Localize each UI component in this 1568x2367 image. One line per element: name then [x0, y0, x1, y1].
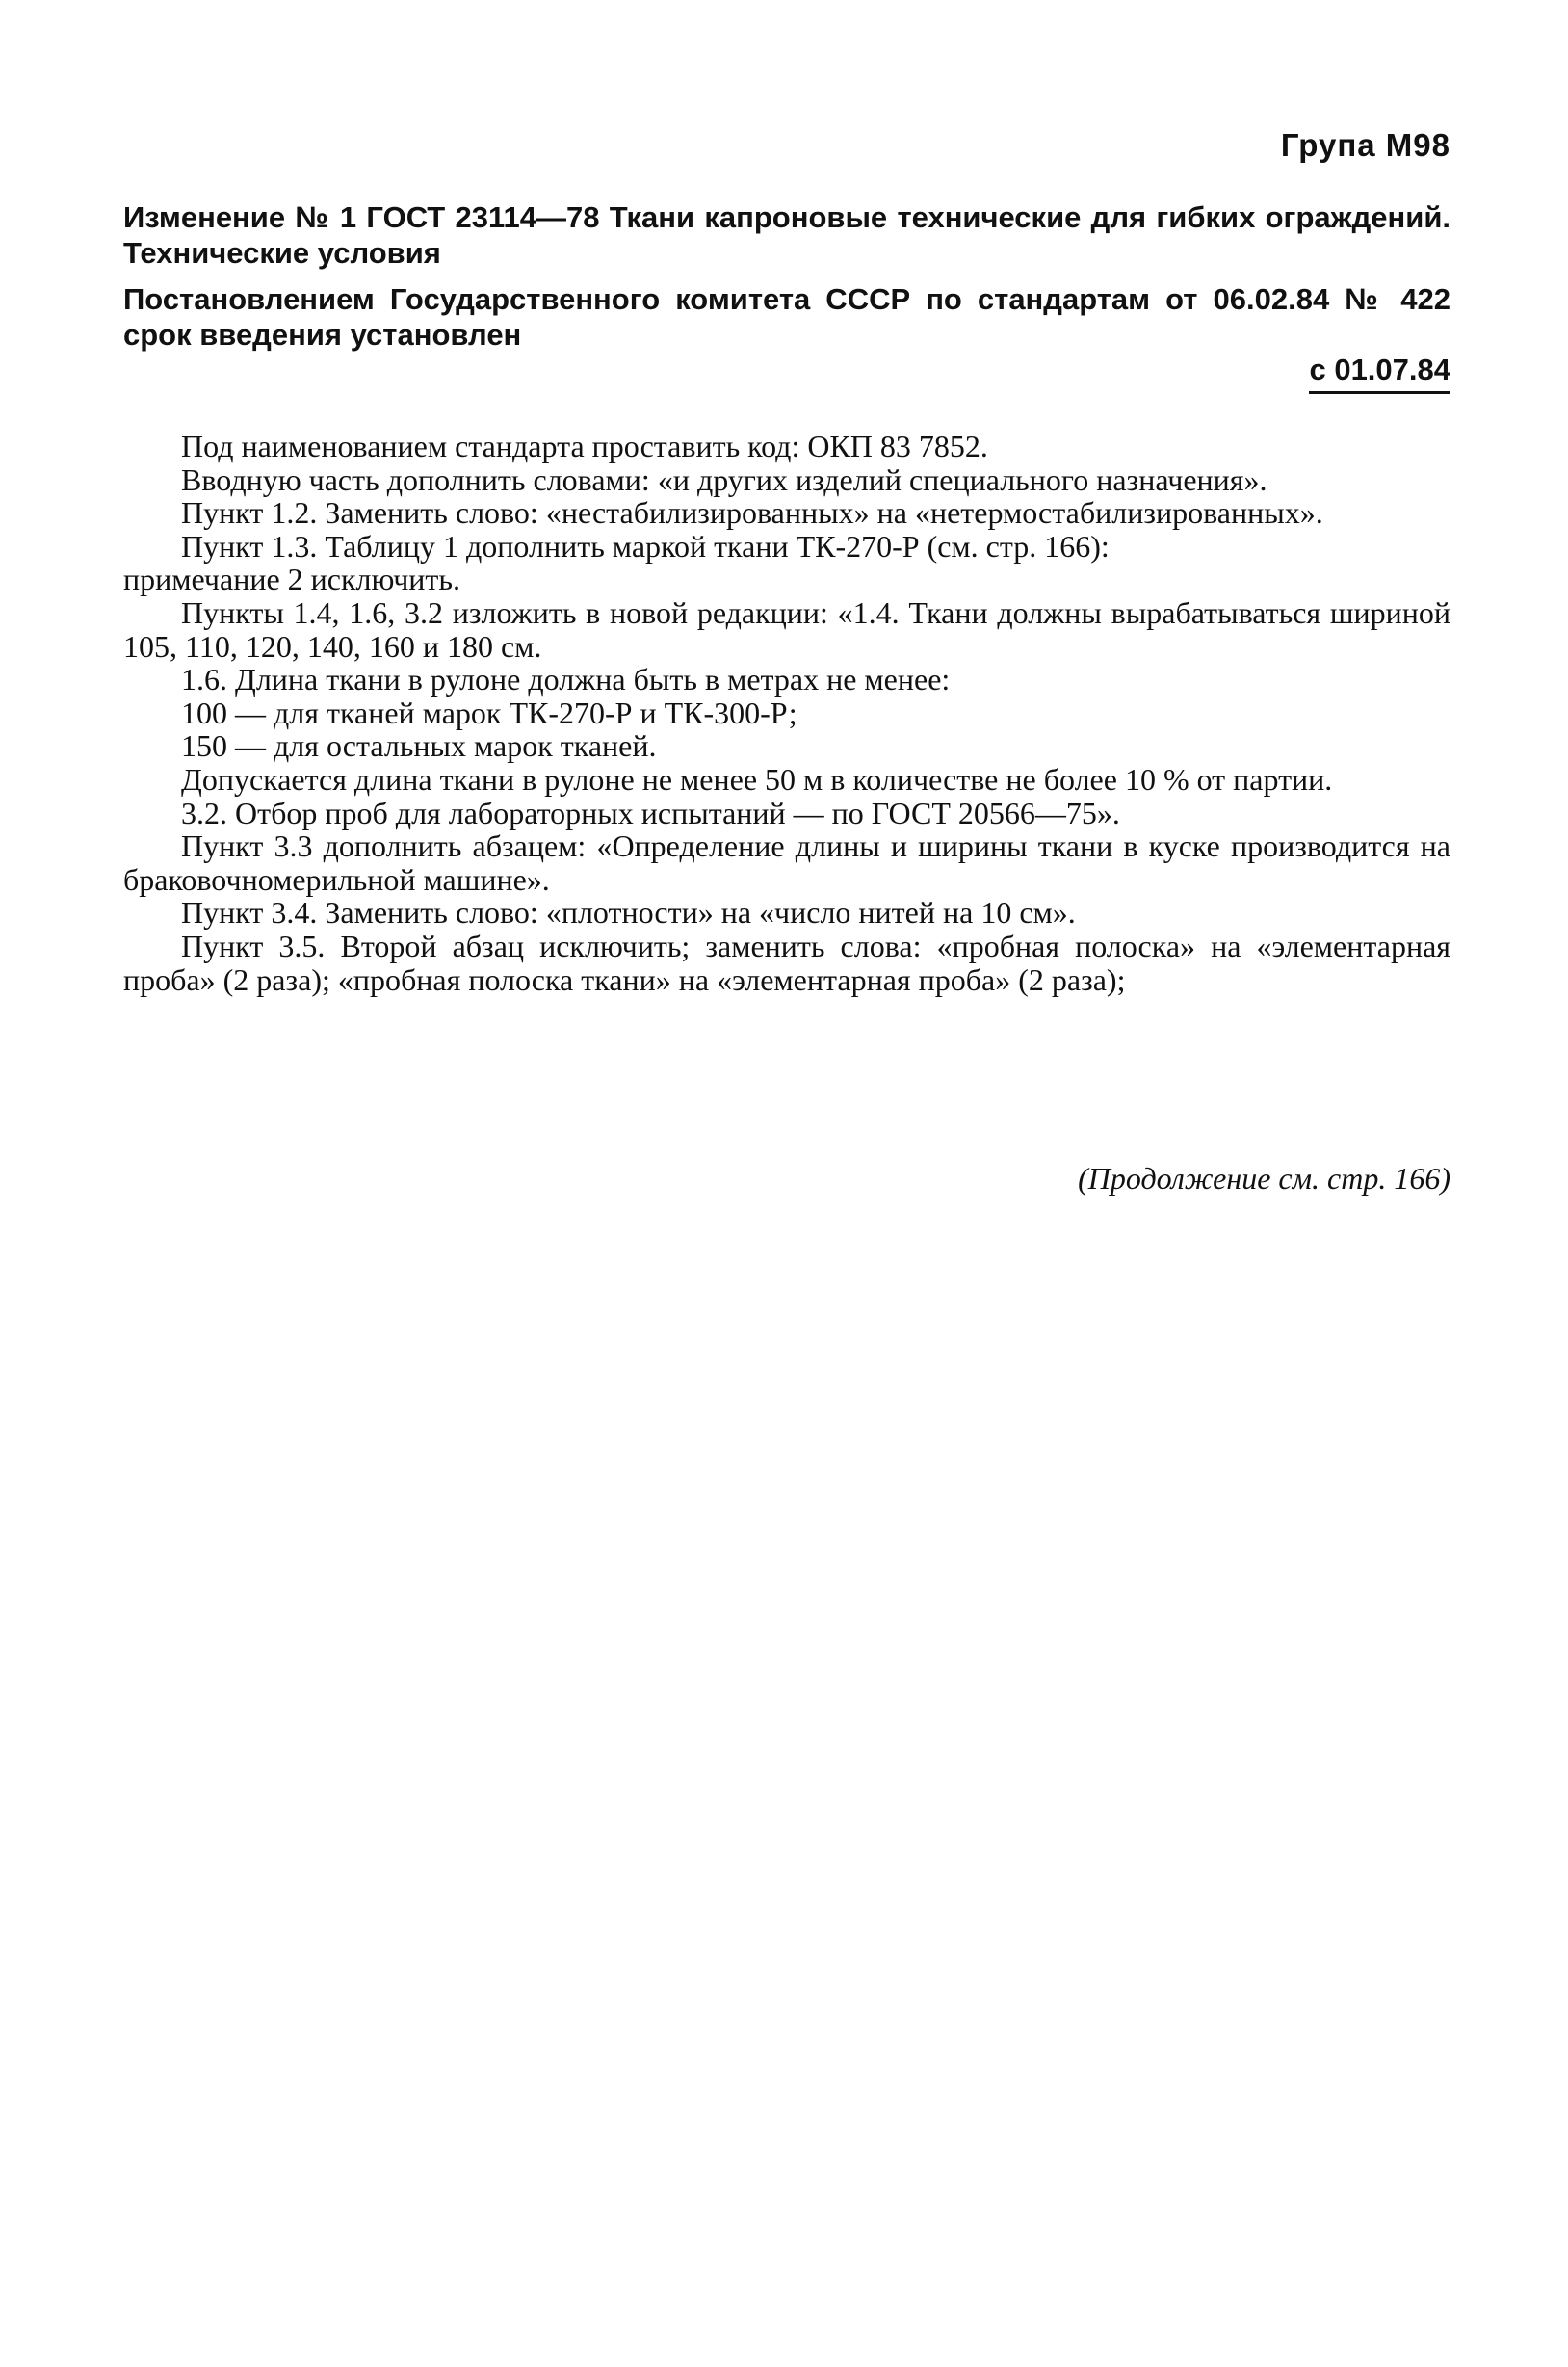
amendment-title: Изменение № 1 ГОСТ 23114—78 Ткани капроновые технические для гибких ограждений. Технические условия: [123, 200, 1450, 270]
paragraph-item-3-3: Пункт 3.3 дополнить абзацем: «Определение длины и ширины ткани в куске производится на браковочномерильной машине».: [123, 828, 1450, 897]
group-code: Група М98: [1280, 127, 1450, 163]
paragraph-intro-addition: Вводную часть дополнить словами: «и других изделий специального назначения».: [181, 461, 1267, 497]
continuation-note: (Продолжение см. стр. 166): [1078, 1161, 1450, 1196]
paragraph-length-tolerance: Допускается длина ткани в рулоне не менее 50 м в количестве не более 10 % от партии.: [181, 761, 1333, 797]
effective-date: с 01.07.84: [1309, 353, 1450, 394]
paragraph-length-150: 150 — для остальных марок тканей.: [181, 728, 657, 764]
paragraph-okp-code: Под наименованием стандарта проставить код: ОКП 83 7852.: [181, 429, 988, 463]
paragraph-item-3-5: Пункт 3.5. Второй абзац исключить; заменить слова: «пробная полоска» на «элементарная проба» (2 раза); «пробная полоска ткани» на «элементарная проба» (2 раза);: [123, 928, 1450, 997]
decree-text: Постановлением Государственного комитета СССР по стандартам от 06.02.84 № 422 срок введения установлен: [123, 282, 1450, 352]
paragraph-item-1-3: Пункт 1.3. Таблицу 1 дополнить маркой ткани ТК-270-Р (см. стр. 166):: [181, 528, 1110, 564]
paragraph-item-1-2: Пункт 1.2. Заменить слово: «нестабилизированных» на «нетермостабилизированных».: [181, 495, 1323, 531]
paragraph-length-100: 100 — для тканей марок ТК-270-Р и ТК-300-Р;: [181, 695, 797, 730]
paragraph-item-1-6: 1.6. Длина ткани в рулоне должна быть в метрах не менее:: [181, 662, 951, 697]
paragraph-items-1-4-1-6-3-2: Пункты 1.4, 1.6, 3.2 изложить в новой редакции: «1.4. Ткани должны вырабатываться шириной 105, 110, 120, 140, 160 и 180 см.: [123, 594, 1450, 664]
paragraph-item-1-3-note: примечание 2 исключить.: [123, 562, 460, 597]
paragraph-item-3-2: 3.2. Отбор проб для лабораторных испытаний — по ГОСТ 20566—75».: [181, 795, 1120, 830]
paragraph-item-3-4: Пункт 3.4. Заменить слово: «плотности» на «число нитей на 10 см».: [181, 895, 1076, 931]
amendment-body: [123, 430, 1450, 996]
